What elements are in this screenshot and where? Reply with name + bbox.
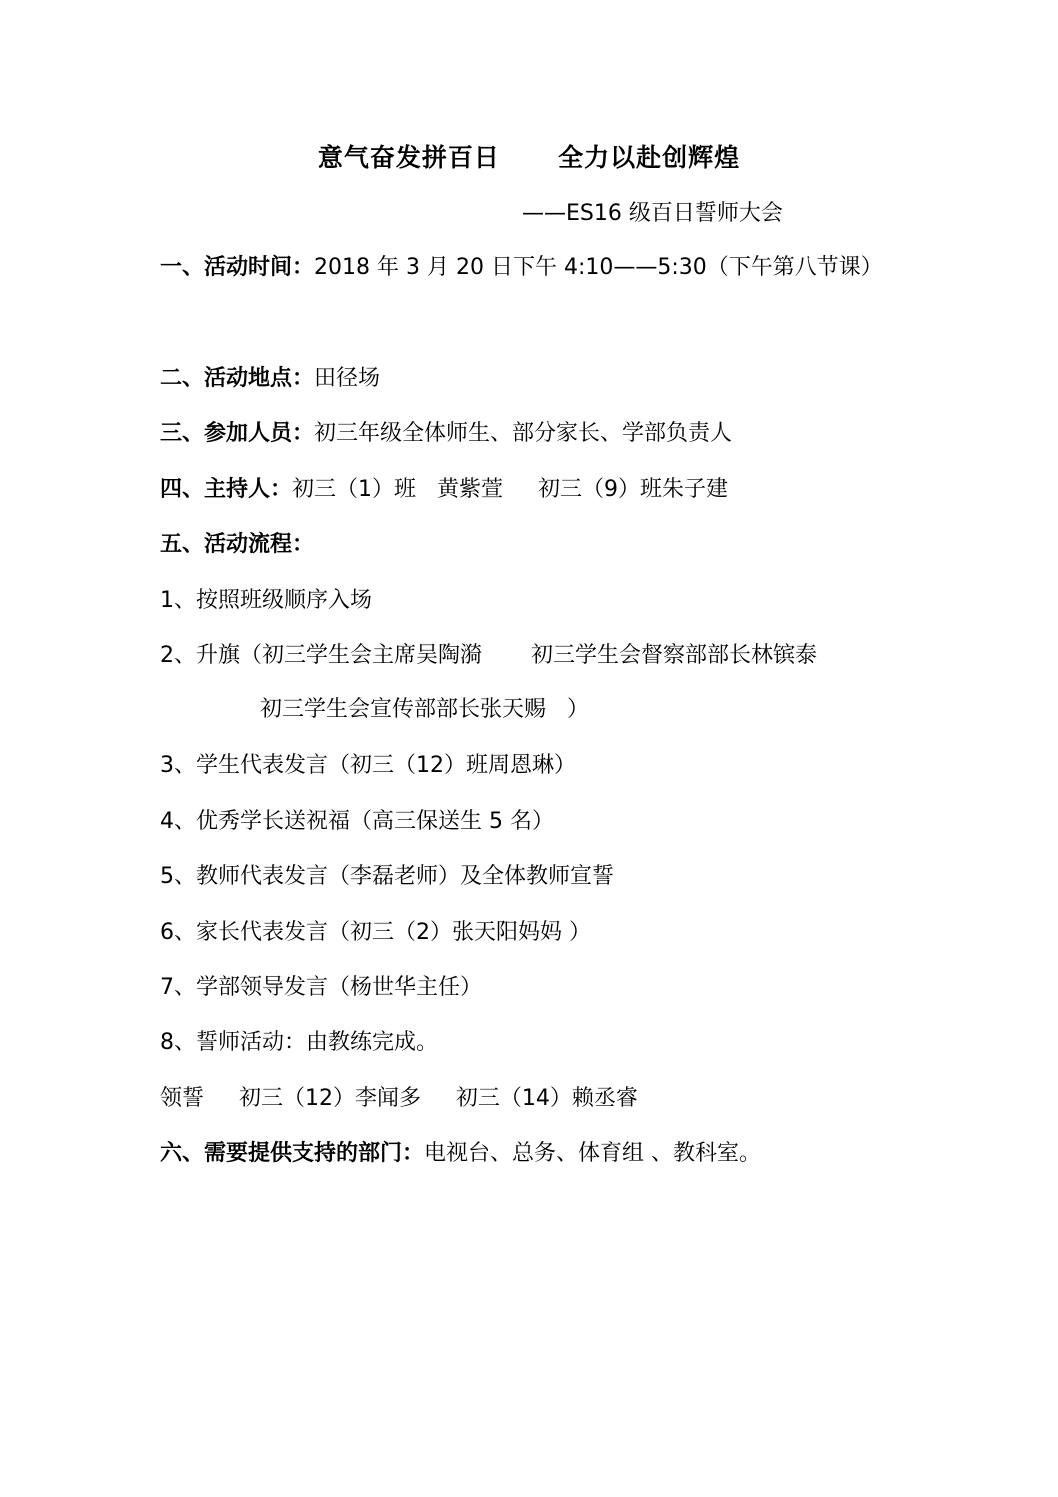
step-item-continuation: 初三学生会宣传部部长张天赐 ） bbox=[260, 697, 589, 722]
section-participants-label: 三、参加人员： bbox=[160, 421, 315, 446]
step-item: 2、升旗（初三学生会主席吴陶漪 初三学生会督察部部长林镔泰 bbox=[160, 643, 817, 668]
step-item: 4、优秀学长送祝福（高三保送生 5 名） bbox=[160, 809, 554, 834]
oath-leaders: 领誓 初三（12）李闻多 初三（14）赖丞睿 bbox=[160, 1086, 638, 1111]
step-item: 8、誓师活动：由教练完成。 bbox=[160, 1030, 438, 1055]
section-place bbox=[160, 364, 380, 394]
section-participants-value: 初三年级全体师生、部分家长、学部负责人 bbox=[314, 421, 733, 446]
step-item: 7、学部领导发言（杨世华主任） bbox=[160, 975, 482, 1000]
step-item: 3、学生代表发言（初三（12）班周恩琳） bbox=[160, 753, 576, 778]
section-hosts-label: 四、主持人： bbox=[160, 477, 293, 502]
section-place-label: 二、活动地点： bbox=[160, 366, 315, 391]
section-participants bbox=[160, 419, 732, 449]
step-item: 6、家长代表发言（初三（2）张天阳妈妈 ） bbox=[160, 920, 591, 945]
section-support-label: 六、需要提供支持的部门： bbox=[160, 1141, 425, 1166]
section-hosts-value: 初三（1）班 黄紫萱 初三（9）班朱子建 bbox=[292, 477, 728, 502]
section-support-value: 电视台、总务、体育组 、教科室。 bbox=[424, 1141, 762, 1166]
section-time-value: 2018 年 3 月 20 日下午 4:10——5:30（下午第八节课） bbox=[314, 255, 883, 280]
document-title: 意气奋发拼百日 全力以赴创辉煌 bbox=[317, 143, 741, 172]
section-time bbox=[160, 253, 883, 283]
section-hosts bbox=[160, 475, 728, 505]
section-process-label: 五、活动流程： bbox=[160, 532, 315, 557]
step-item: 1、按照班级顺序入场 bbox=[160, 588, 372, 613]
document-subtitle: ——ES16 级百日誓师大会 bbox=[522, 201, 783, 226]
section-place-value: 田径场 bbox=[314, 366, 381, 391]
step-item: 5、教师代表发言（李磊老师）及全体教师宣誓 bbox=[160, 864, 614, 889]
section-time-label: 一、活动时间： bbox=[160, 255, 315, 280]
section-support bbox=[160, 1139, 761, 1169]
